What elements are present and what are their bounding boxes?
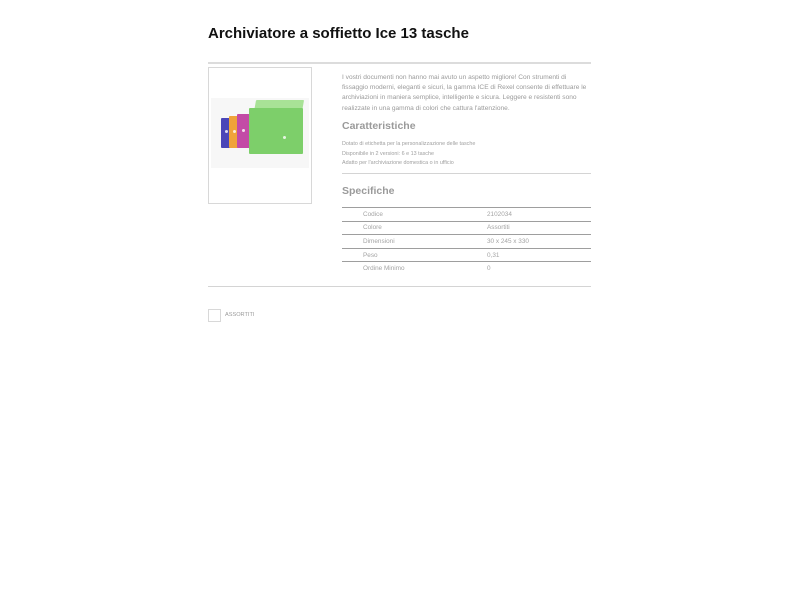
- page-title: Archiviatore a soffietto Ice 13 tasche: [208, 25, 469, 42]
- spec-value: 30 x 245 x 330: [487, 235, 591, 249]
- specs-table: [342, 207, 591, 275]
- variant-swatch-assortiti[interactable]: [208, 309, 221, 322]
- spec-value: Assortiti: [487, 221, 591, 235]
- title-divider: [208, 62, 591, 64]
- table-row: [342, 235, 591, 249]
- product-image: [211, 98, 309, 168]
- product-description: I vostri documenti non hanno mai avuto un aspetto migliore! Con strumenti di fissaggio moderni, eleganti e sicuri, la gamma ICE di Rexel consente di effettuare le archiviazioni in maniera semplice, intelligente e sicura. Leggere e resistenti sono realizzate in una gamma di colori che cattura l'attenzione.: [342, 74, 587, 112]
- spec-label: Dimensioni: [342, 235, 487, 249]
- table-row: [342, 221, 591, 235]
- features-list: [342, 140, 475, 169]
- spec-value: 2102034: [487, 208, 591, 222]
- table-row: [342, 208, 591, 222]
- specs-divider: [208, 286, 591, 287]
- spec-label: Peso: [342, 248, 487, 262]
- spec-label: Colore: [342, 221, 487, 235]
- feature-item: Dotato di etichetta per la personalizzazione delle tasche: [342, 141, 476, 147]
- specs-heading: Specifiche: [342, 185, 395, 197]
- spec-label: Ordine Minimo: [342, 262, 487, 276]
- product-image-frame[interactable]: [208, 67, 312, 204]
- feature-item: Disponibile in 2 versioni: 6 e 13 tasche: [342, 150, 434, 157]
- green-folder-graphic: [249, 108, 303, 154]
- variant-label: ASSORTITI: [225, 312, 255, 318]
- spec-value: 0,31: [487, 248, 591, 262]
- spec-value: 0: [487, 262, 591, 276]
- features-heading: Caratteristiche: [342, 120, 416, 132]
- table-row: [342, 248, 591, 262]
- features-divider: [342, 173, 591, 174]
- feature-item: Adatto per l'archiviazione domestica o in ufficio: [342, 160, 454, 167]
- spec-label: Codice: [342, 208, 487, 222]
- table-row: [342, 262, 591, 276]
